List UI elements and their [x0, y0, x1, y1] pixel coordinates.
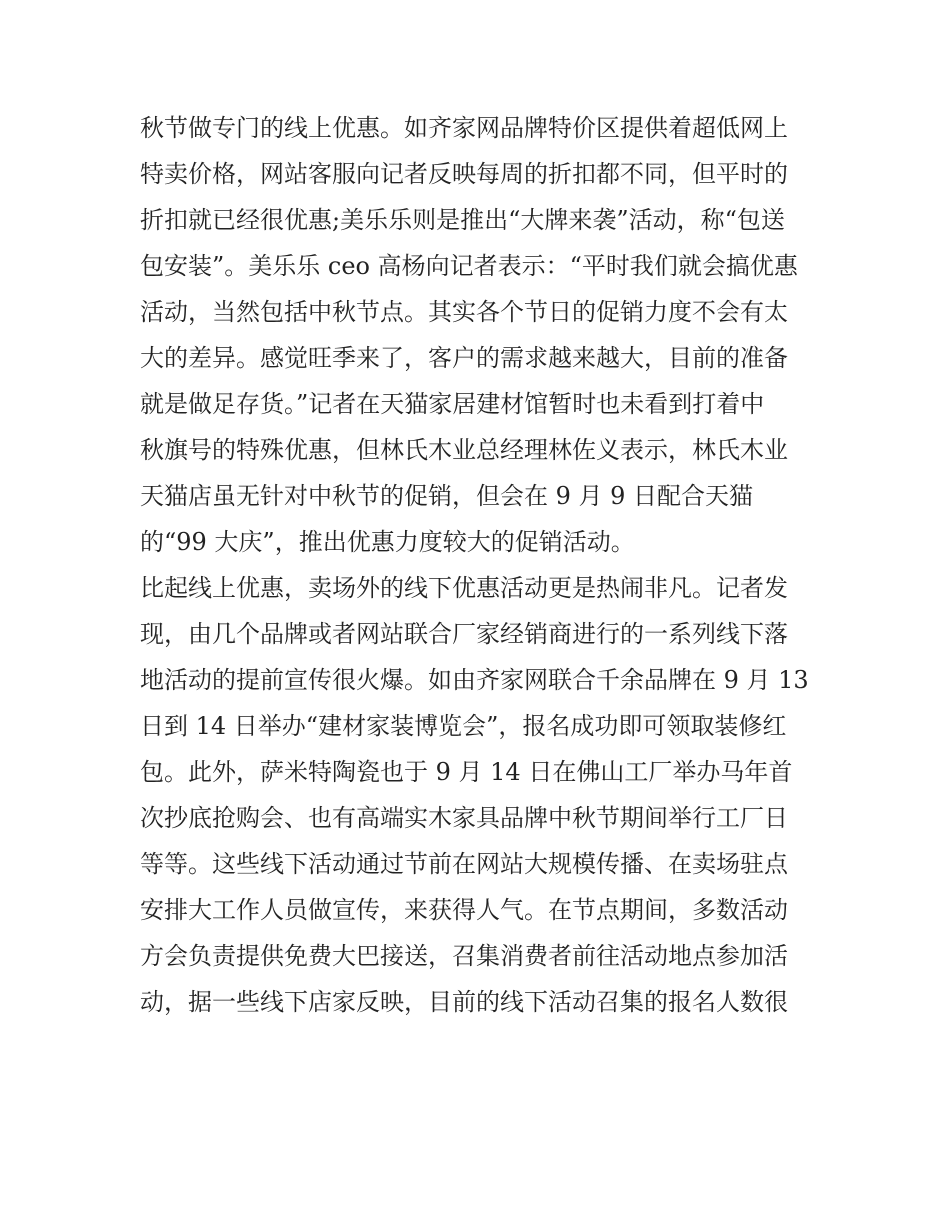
- text-line: 折扣就已经很优惠;美乐乐则是推出“大牌来袭”活动，称“包送: [140, 206, 785, 234]
- text-line: 大的差异。感觉旺季来了，客户的需求越来越大，目前的准备: [140, 344, 788, 372]
- text-line: 地活动的提前宣传很火爆。如由齐家网联合千余品牌在 9 月 13: [140, 666, 809, 694]
- document-body: [140, 105, 820, 1025]
- paragraph-online-promotions: [140, 105, 820, 565]
- paragraph-offline-promotions: [140, 565, 820, 1025]
- text-line: 比起线上优惠，卖场外的线下优惠活动更是热闹非凡。记者发: [140, 574, 788, 602]
- text-line: 天猫店虽无针对中秋节的促销，但会在 9 月 9 日配合天猫: [140, 482, 754, 510]
- text-line: 活动，当然包括中秋节点。其实各个节日的促销力度不会有太: [140, 298, 788, 326]
- text-line: 现，由几个品牌或者网站联合厂家经销商进行的一系列线下落: [140, 620, 788, 648]
- text-line: 的“99 大庆”，推出优惠力度较大的促销活动。: [140, 528, 635, 556]
- text-line: 安排大工作人员做宣传，来获得人气。在节点期间，多数活动: [140, 896, 788, 924]
- text-line: 特卖价格，网站客服向记者反映每周的折扣都不同，但平时的: [140, 160, 788, 188]
- text-line: 就是做足存货。”记者在天猫家居建材馆暂时也未看到打着中: [140, 390, 765, 418]
- text-line: 日到 14 日举办“建材家装博览会”，报名成功即可领取装修红: [140, 712, 787, 740]
- text-line: 次抄底抢购会、也有高端实木家具品牌中秋节期间举行工厂日: [140, 804, 788, 832]
- text-line: 秋节做专门的线上优惠。如齐家网品牌特价区提供着超低网上: [140, 114, 788, 142]
- text-line: 动，据一些线下店家反映，目前的线下活动召集的报名人数很: [140, 988, 788, 1016]
- text-line: 等等。这些线下活动通过节前在网站大规模传播、在卖场驻点: [140, 850, 788, 878]
- text-line: 包安装”。美乐乐 ceo 高杨向记者表示：“平时我们就会搞优惠: [140, 252, 798, 280]
- text-line: 方会负责提供免费大巴接送，召集消费者前往活动地点参加活: [140, 942, 788, 970]
- text-line: 秋旗号的特殊优惠，但林氏木业总经理林佐义表示，林氏木业: [140, 436, 788, 464]
- text-line: 包。此外，萨米特陶瓷也于 9 月 14 日在佛山工厂举办马年首: [140, 758, 793, 786]
